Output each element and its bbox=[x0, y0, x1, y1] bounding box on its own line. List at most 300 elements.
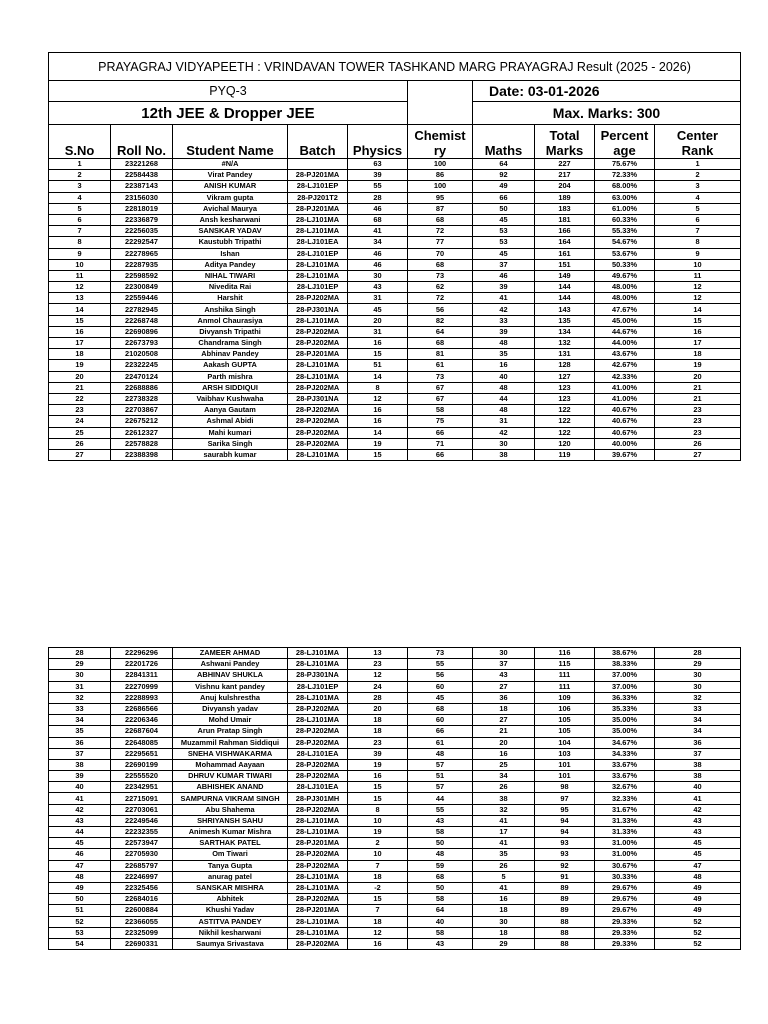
table-cell: Mohammad Aayaan bbox=[173, 759, 288, 770]
table-cell: 45 bbox=[473, 248, 535, 259]
table-cell: 94 bbox=[535, 815, 595, 826]
column-header-line2: Maths bbox=[484, 143, 523, 158]
result-table-page-2 bbox=[48, 647, 741, 950]
table-cell: 43.67% bbox=[595, 349, 655, 360]
table-cell: 15 bbox=[655, 315, 741, 326]
table-cell: 22201726 bbox=[111, 659, 173, 670]
table-cell: 75 bbox=[408, 416, 473, 427]
table-row bbox=[49, 748, 741, 759]
table-cell: Abhitek bbox=[173, 894, 288, 905]
table-cell: 28-LJ101MA bbox=[288, 371, 348, 382]
table-cell: 75.67% bbox=[595, 159, 655, 170]
column-header bbox=[173, 125, 288, 159]
column-header bbox=[49, 125, 111, 159]
table-cell: 29 bbox=[49, 659, 111, 670]
table-cell: 122 bbox=[535, 427, 595, 438]
table-cell: 43 bbox=[408, 815, 473, 826]
table-cell: 28-PJ201MA bbox=[288, 838, 348, 849]
table-cell: #N/A bbox=[173, 159, 288, 170]
table-row bbox=[49, 804, 741, 815]
table-cell: 20 bbox=[49, 371, 111, 382]
table-cell: ARSH SIDDIQUI bbox=[173, 382, 288, 393]
table-cell: 41 bbox=[348, 226, 408, 237]
table-cell: 37.00% bbox=[595, 681, 655, 692]
table-row bbox=[49, 338, 741, 349]
table-cell: 22841311 bbox=[111, 670, 173, 681]
table-cell: 45 bbox=[473, 214, 535, 225]
table-cell: 15 bbox=[49, 315, 111, 326]
table-cell: 22690331 bbox=[111, 938, 173, 949]
table-cell: 73 bbox=[408, 270, 473, 281]
table-cell: SARTHAK PATEL bbox=[173, 838, 288, 849]
table-cell: Divyansh yadav bbox=[173, 703, 288, 714]
table-row bbox=[49, 181, 741, 192]
table-cell: 22249546 bbox=[111, 815, 173, 826]
table-cell: 89 bbox=[535, 882, 595, 893]
table-row bbox=[49, 659, 741, 670]
table-cell: 28-PJ301NA bbox=[288, 670, 348, 681]
table-cell: 3 bbox=[49, 181, 111, 192]
table-cell: 43 bbox=[655, 827, 741, 838]
table-cell: 3 bbox=[655, 181, 741, 192]
table-cell: 28-PJ301NA bbox=[288, 393, 348, 404]
table-cell: 9 bbox=[655, 248, 741, 259]
table-cell: 104 bbox=[535, 737, 595, 748]
table-cell: 16 bbox=[348, 405, 408, 416]
table-cell: 22336879 bbox=[111, 214, 173, 225]
table-cell: 189 bbox=[535, 192, 595, 203]
table-cell: 28-LJ101MA bbox=[288, 715, 348, 726]
table-cell: 27 bbox=[655, 449, 741, 460]
table-cell: 50 bbox=[408, 882, 473, 893]
table-cell: 68 bbox=[408, 871, 473, 882]
table-cell: 61 bbox=[408, 737, 473, 748]
table-cell: 31 bbox=[348, 293, 408, 304]
table-cell: 20 bbox=[348, 703, 408, 714]
table-cell: 22690896 bbox=[111, 326, 173, 337]
table-row bbox=[49, 449, 741, 460]
table-cell: 8 bbox=[49, 237, 111, 248]
table-cell: 56 bbox=[408, 670, 473, 681]
table-cell: 30 bbox=[655, 681, 741, 692]
table-cell: 28-PJ201MA bbox=[288, 170, 348, 181]
table-cell: 15 bbox=[348, 349, 408, 360]
column-header bbox=[408, 125, 473, 159]
table-cell: 105 bbox=[535, 715, 595, 726]
table-cell: 27 bbox=[473, 715, 535, 726]
table-cell: Aditya Pandey bbox=[173, 259, 288, 270]
table-cell: 47 bbox=[655, 860, 741, 871]
table-row bbox=[49, 293, 741, 304]
table-cell: 62 bbox=[408, 282, 473, 293]
table-cell: 4 bbox=[49, 192, 111, 203]
table-cell: 14 bbox=[49, 304, 111, 315]
table-cell: 22206346 bbox=[111, 715, 173, 726]
table-cell: Sarika Singh bbox=[173, 438, 288, 449]
table-cell: 48 bbox=[408, 849, 473, 860]
table-cell: 71 bbox=[408, 438, 473, 449]
table-cell: 28-LJ101MA bbox=[288, 871, 348, 882]
table-cell: 34.33% bbox=[595, 748, 655, 759]
table-cell: 22559446 bbox=[111, 293, 173, 304]
table-cell: 10 bbox=[49, 259, 111, 270]
table-cell: 38 bbox=[49, 759, 111, 770]
table-cell: 72.33% bbox=[595, 170, 655, 181]
table-cell: 14 bbox=[655, 304, 741, 315]
table-cell: 28-LJ101MA bbox=[288, 815, 348, 826]
table-cell: 103 bbox=[535, 748, 595, 759]
table-cell: 166 bbox=[535, 226, 595, 237]
table-cell: Divyansh Tripathi bbox=[173, 326, 288, 337]
table-cell: 38 bbox=[473, 449, 535, 460]
table-cell: 41.00% bbox=[595, 393, 655, 404]
table-row bbox=[49, 438, 741, 449]
table-cell: 16 bbox=[348, 416, 408, 427]
column-header bbox=[348, 125, 408, 159]
table-cell: ABHINAV SHUKLA bbox=[173, 670, 288, 681]
table-cell: 12 bbox=[655, 293, 741, 304]
table-cell: 46 bbox=[473, 270, 535, 281]
table-cell: 28-LJ101MA bbox=[288, 648, 348, 659]
table-cell: 45 bbox=[408, 692, 473, 703]
table-cell: 34 bbox=[655, 726, 741, 737]
table-row bbox=[49, 871, 741, 882]
table-cell: 46 bbox=[348, 259, 408, 270]
table-cell: 26 bbox=[49, 438, 111, 449]
table-cell: 28-PJ202MA bbox=[288, 326, 348, 337]
table-cell: 20 bbox=[655, 371, 741, 382]
table-cell: 37 bbox=[473, 259, 535, 270]
table-cell: 29 bbox=[655, 659, 741, 670]
table-cell: 42.67% bbox=[595, 360, 655, 371]
table-cell: 18 bbox=[473, 703, 535, 714]
table-cell: 45 bbox=[49, 838, 111, 849]
table-cell: -2 bbox=[348, 882, 408, 893]
table-cell: ZAMEER AHMAD bbox=[173, 648, 288, 659]
table-cell: 28-PJ202MA bbox=[288, 382, 348, 393]
table-cell: 42.33% bbox=[595, 371, 655, 382]
table-cell: 22287935 bbox=[111, 259, 173, 270]
table-cell: 34 bbox=[473, 771, 535, 782]
table-cell: 7 bbox=[348, 860, 408, 871]
table-cell: 94 bbox=[535, 827, 595, 838]
table-cell: Avichal Maurya bbox=[173, 203, 288, 214]
column-header-line2: S.No bbox=[64, 143, 95, 158]
table-cell: 22 bbox=[49, 393, 111, 404]
table-cell: 19 bbox=[348, 827, 408, 838]
table-cell: 92 bbox=[473, 170, 535, 181]
table-cell: 48 bbox=[473, 382, 535, 393]
table-cell: 6 bbox=[655, 214, 741, 225]
table-cell: 33 bbox=[655, 703, 741, 714]
table-cell: 95 bbox=[408, 192, 473, 203]
table-cell: 31 bbox=[49, 681, 111, 692]
table-row bbox=[49, 192, 741, 203]
table-cell: 55 bbox=[408, 804, 473, 815]
table-cell: 20 bbox=[348, 315, 408, 326]
column-header bbox=[655, 125, 741, 159]
table-cell: 22232355 bbox=[111, 827, 173, 838]
table-cell: 98 bbox=[535, 782, 595, 793]
table-cell: 100 bbox=[408, 159, 473, 170]
table-cell: 41 bbox=[473, 815, 535, 826]
table-cell: 28-PJ201MA bbox=[288, 905, 348, 916]
table-cell: DHRUV KUMAR TIWARI bbox=[173, 771, 288, 782]
table-cell: 23 bbox=[655, 427, 741, 438]
table-cell: Abu Shahema bbox=[173, 804, 288, 815]
table-row bbox=[49, 349, 741, 360]
table-cell: 43 bbox=[655, 815, 741, 826]
result-table-page-1 bbox=[48, 52, 741, 461]
table-cell: Khushi Yadav bbox=[173, 905, 288, 916]
table-cell: 22300849 bbox=[111, 282, 173, 293]
table-cell: 39 bbox=[348, 170, 408, 181]
table-cell: 28-LJ101EA bbox=[288, 782, 348, 793]
table-cell: 32 bbox=[473, 804, 535, 815]
table-cell: 57 bbox=[408, 782, 473, 793]
table-cell: 46 bbox=[49, 849, 111, 860]
table-cell: 35 bbox=[473, 349, 535, 360]
table-cell: 22578828 bbox=[111, 438, 173, 449]
table-cell: 29.33% bbox=[595, 916, 655, 927]
table-cell: 5 bbox=[473, 871, 535, 882]
table-row bbox=[49, 315, 741, 326]
table-cell: 143 bbox=[535, 304, 595, 315]
table-cell: 28-PJ202MA bbox=[288, 338, 348, 349]
table-cell: 40 bbox=[655, 782, 741, 793]
table-row bbox=[49, 648, 741, 659]
table-cell: 35 bbox=[473, 849, 535, 860]
table-cell: Tanya Gupta bbox=[173, 860, 288, 871]
table-cell: 45 bbox=[348, 304, 408, 315]
table-cell: 227 bbox=[535, 159, 595, 170]
table-cell: 21 bbox=[473, 726, 535, 737]
table-cell: 31.00% bbox=[595, 838, 655, 849]
table-cell: 70 bbox=[408, 248, 473, 259]
table-cell: 21020508 bbox=[111, 349, 173, 360]
test-date: Date: 03-01-2026 bbox=[473, 81, 741, 102]
table-cell: 127 bbox=[535, 371, 595, 382]
table-cell: 51 bbox=[348, 360, 408, 371]
table-body-page-2 bbox=[49, 648, 741, 950]
table-cell: 9 bbox=[49, 248, 111, 259]
table-cell: 22555520 bbox=[111, 771, 173, 782]
table-cell: 45 bbox=[655, 849, 741, 860]
table-cell: Anshika Singh bbox=[173, 304, 288, 315]
table-cell: 28-PJ202MA bbox=[288, 759, 348, 770]
table-cell: 38 bbox=[655, 759, 741, 770]
table-cell: 28-LJ101MA bbox=[288, 259, 348, 270]
table-cell: 51 bbox=[408, 771, 473, 782]
table-cell: 15 bbox=[348, 449, 408, 460]
table-cell: 28-PJ202MA bbox=[288, 416, 348, 427]
table-cell: 44 bbox=[473, 393, 535, 404]
table-cell: 105 bbox=[535, 726, 595, 737]
table-cell: 44 bbox=[408, 793, 473, 804]
table-cell: 28-LJ101MA bbox=[288, 315, 348, 326]
table-cell: 89 bbox=[535, 905, 595, 916]
table-cell: 22738328 bbox=[111, 393, 173, 404]
table-row bbox=[49, 427, 741, 438]
table-cell: 91 bbox=[535, 871, 595, 882]
table-cell: 41 bbox=[473, 293, 535, 304]
table-cell: 31.67% bbox=[595, 804, 655, 815]
column-header bbox=[111, 125, 173, 159]
table-cell: 59 bbox=[408, 860, 473, 871]
table-cell: 16 bbox=[473, 894, 535, 905]
table-cell: 13 bbox=[49, 293, 111, 304]
table-row bbox=[49, 203, 741, 214]
table-row bbox=[49, 248, 741, 259]
table-cell: 15 bbox=[348, 782, 408, 793]
table-cell: 2 bbox=[348, 838, 408, 849]
table-cell: 18 bbox=[49, 349, 111, 360]
column-header-line2: Batch bbox=[299, 143, 336, 158]
table-cell: 22705930 bbox=[111, 849, 173, 860]
table-cell: 66 bbox=[408, 449, 473, 460]
table-cell: 57 bbox=[408, 759, 473, 770]
table-cell: 101 bbox=[535, 759, 595, 770]
table-cell: 55 bbox=[348, 181, 408, 192]
table-cell: 77 bbox=[408, 237, 473, 248]
table-cell: 22612327 bbox=[111, 427, 173, 438]
table-cell: 28-PJ202MA bbox=[288, 938, 348, 949]
table-cell: 68 bbox=[348, 214, 408, 225]
table-cell: SAMPURNA VIKRAM SINGH bbox=[173, 793, 288, 804]
table-cell: 28-PJ202MA bbox=[288, 849, 348, 860]
table-cell: 116 bbox=[535, 648, 595, 659]
table-cell: 95 bbox=[535, 804, 595, 815]
table-cell: 28-PJ201T2 bbox=[288, 192, 348, 203]
column-header-line1: Percent bbox=[600, 128, 649, 143]
table-cell: 8 bbox=[655, 237, 741, 248]
table-cell: 68 bbox=[408, 703, 473, 714]
table-cell: Ishan bbox=[173, 248, 288, 259]
table-cell: 36 bbox=[473, 692, 535, 703]
table-cell bbox=[288, 159, 348, 170]
table-cell: 11 bbox=[49, 270, 111, 281]
table-cell: 22675212 bbox=[111, 416, 173, 427]
table-cell: Virat Pandey bbox=[173, 170, 288, 181]
table-cell: 51 bbox=[49, 905, 111, 916]
table-cell: 1 bbox=[655, 159, 741, 170]
table-cell: 97 bbox=[535, 793, 595, 804]
table-cell: Saumya Srivastava bbox=[173, 938, 288, 949]
table-cell: 18 bbox=[473, 905, 535, 916]
table-cell: 161 bbox=[535, 248, 595, 259]
table-cell: 22256035 bbox=[111, 226, 173, 237]
table-cell: 41 bbox=[473, 838, 535, 849]
table-cell: 26 bbox=[473, 782, 535, 793]
table-cell: 40.67% bbox=[595, 405, 655, 416]
table-cell: 17 bbox=[473, 827, 535, 838]
table-row bbox=[49, 882, 741, 893]
table-cell: 22387143 bbox=[111, 181, 173, 192]
table-cell: 7 bbox=[49, 226, 111, 237]
table-cell: 60 bbox=[408, 715, 473, 726]
table-cell: 30 bbox=[348, 270, 408, 281]
table-cell: 43 bbox=[348, 282, 408, 293]
table-cell: 49 bbox=[655, 882, 741, 893]
table-cell: 22388398 bbox=[111, 449, 173, 460]
table-cell: 183 bbox=[535, 203, 595, 214]
table-cell: 32.33% bbox=[595, 793, 655, 804]
table-cell: 22246997 bbox=[111, 871, 173, 882]
table-cell: 33 bbox=[473, 315, 535, 326]
table-cell: 31.33% bbox=[595, 815, 655, 826]
table-cell: 28-PJ201MA bbox=[288, 203, 348, 214]
table-row bbox=[49, 838, 741, 849]
table-cell: 68 bbox=[408, 338, 473, 349]
table-cell: 11 bbox=[655, 270, 741, 281]
table-cell: 18 bbox=[348, 726, 408, 737]
table-cell: 45.00% bbox=[595, 315, 655, 326]
table-cell: 48 bbox=[49, 871, 111, 882]
table-cell: 58 bbox=[408, 405, 473, 416]
table-cell: 72 bbox=[408, 226, 473, 237]
table-cell: 64 bbox=[473, 159, 535, 170]
table-row bbox=[49, 782, 741, 793]
table-cell: 12 bbox=[348, 393, 408, 404]
table-cell: 24 bbox=[348, 681, 408, 692]
table-cell: 29.33% bbox=[595, 927, 655, 938]
table-cell: 22686566 bbox=[111, 703, 173, 714]
table-cell: 10 bbox=[655, 259, 741, 270]
table-cell: 22296296 bbox=[111, 648, 173, 659]
table-cell: 27 bbox=[49, 449, 111, 460]
column-header bbox=[535, 125, 595, 159]
table-row bbox=[49, 938, 741, 949]
table-row bbox=[49, 815, 741, 826]
table-cell: 30 bbox=[655, 670, 741, 681]
table-cell: 35.00% bbox=[595, 726, 655, 737]
table-cell: 42 bbox=[49, 804, 111, 815]
table-row bbox=[49, 371, 741, 382]
table-cell: Ashwani Pandey bbox=[173, 659, 288, 670]
table-cell: 31.00% bbox=[595, 849, 655, 860]
table-cell: 40.67% bbox=[595, 427, 655, 438]
table-row bbox=[49, 927, 741, 938]
table-cell: 81 bbox=[408, 349, 473, 360]
table-row bbox=[49, 726, 741, 737]
table-row bbox=[49, 737, 741, 748]
column-header bbox=[473, 125, 535, 159]
blank-cell bbox=[408, 81, 473, 125]
table-cell: 34.67% bbox=[595, 737, 655, 748]
table-cell: 17 bbox=[655, 338, 741, 349]
course-name: 12th JEE & Dropper JEE bbox=[49, 102, 408, 125]
table-cell: 22648085 bbox=[111, 737, 173, 748]
table-cell: NIHAL TIWARI bbox=[173, 270, 288, 281]
column-header bbox=[288, 125, 348, 159]
column-header-line2: Marks bbox=[545, 143, 584, 158]
table-cell: 22673793 bbox=[111, 338, 173, 349]
table-cell: 48.00% bbox=[595, 282, 655, 293]
table-cell: 41 bbox=[473, 882, 535, 893]
table-cell: 64 bbox=[408, 326, 473, 337]
table-row bbox=[49, 282, 741, 293]
table-cell: Ansh kesharwani bbox=[173, 214, 288, 225]
table-cell: 44.67% bbox=[595, 326, 655, 337]
table-cell: 28 bbox=[348, 692, 408, 703]
table-cell: Harshit bbox=[173, 293, 288, 304]
table-cell: 22573947 bbox=[111, 838, 173, 849]
table-cell: 28-PJ202MA bbox=[288, 726, 348, 737]
table-cell: 22288993 bbox=[111, 692, 173, 703]
institute-title: PRAYAGRAJ VIDYAPEETH : VRINDAVAN TOWER TASHKAND MARG PRAYAGRAJ Result (2025 - 2026) bbox=[49, 53, 741, 81]
table-cell: 39 bbox=[473, 282, 535, 293]
max-marks: Max. Marks: 300 bbox=[473, 102, 741, 125]
